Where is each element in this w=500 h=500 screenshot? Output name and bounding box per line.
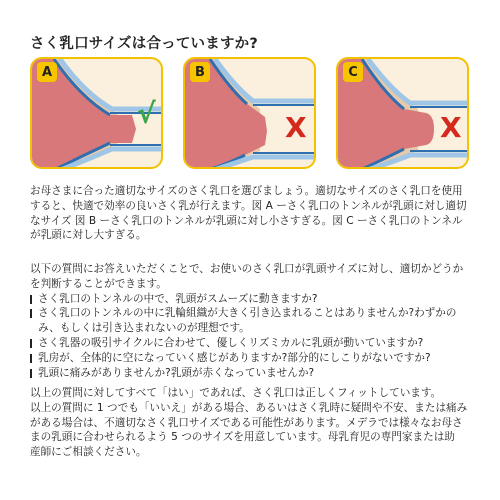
- cross-icon: X: [440, 111, 462, 144]
- conclusion-paragraph: [30, 386, 474, 460]
- intro-paragraph: [30, 184, 474, 243]
- conclusion-line: まの乳頭に合わせられるよう 5 つのサイズを用意しています。母乳育児の専門家または助: [30, 431, 455, 444]
- questions-intro-line: 以下の質問にお答えいただくことで、お使いのさく乳口が乳頭サイズに対し、適切かどうか: [30, 263, 464, 275]
- questions-section: [30, 262, 474, 380]
- question-item: 乳頭に痛みがありませんか?乳頭が赤くなっていませんか?: [30, 366, 474, 381]
- page-title: さく乳口サイズは合っていますか?: [30, 36, 258, 52]
- intro-line: すると、快適で効率の良いさく乳が行えます。図 A ーさく乳口のトンネルが乳頭に対し適切: [30, 199, 467, 212]
- panel-c: [336, 57, 469, 169]
- question-list: [30, 292, 474, 381]
- panel-letter: A: [37, 62, 57, 82]
- conclusion-line: 以上の質問に 1 つでも「いいえ」がある場合、あるいはさく乳時に疑問や不安、または痛み: [30, 401, 468, 414]
- intro-line: が乳頭に対し大すぎる。: [30, 229, 147, 242]
- panel-letter: C: [343, 62, 363, 82]
- question-item: 乳房が、全体的に空になっていく感じがありますか?部分的にしこりがないですか?: [30, 351, 474, 366]
- cross-icon: X: [285, 111, 307, 144]
- questions-intro-line: を判断することができます。: [30, 277, 167, 290]
- intro-line: お母さまに合った適切なサイズのさく乳口を選びましょう。適切なサイズのさく乳口を使用: [30, 185, 463, 197]
- check-icon: √: [137, 97, 156, 130]
- question-item: さく乳器の吸引サイクルに合わせて、優しくリズミカルに乳頭が動いていますか?: [30, 336, 474, 351]
- intro-line: なサイズ 図 B ーさく乳口のトンネルが乳頭に対し小さすぎる。図 C ーさく乳口のトンネル: [30, 214, 463, 227]
- question-item: さく乳口のトンネルの中で、乳頭がスムーズに動きますか?: [30, 292, 474, 307]
- panel-a: [30, 57, 163, 169]
- illustration-panels: [30, 57, 470, 172]
- conclusion-line: がある場合は、不適切なさく乳口サイズである可能性があります。メデラでは様々なお母さ: [30, 416, 463, 429]
- conclusion-line: 産師にご相談ください。: [30, 446, 147, 459]
- question-item: さく乳口のトンネルの中に乳輪組織が大きく引き込まれることはありませんか?わずかの み、もしくは引き込まれないのが理想です。: [30, 306, 474, 336]
- panel-letter: B: [190, 62, 210, 82]
- panel-b: [183, 57, 316, 169]
- conclusion-line: 以上の質問に対してすべて「はい」であれば、さく乳口は正しくフィットしています。: [30, 387, 442, 399]
